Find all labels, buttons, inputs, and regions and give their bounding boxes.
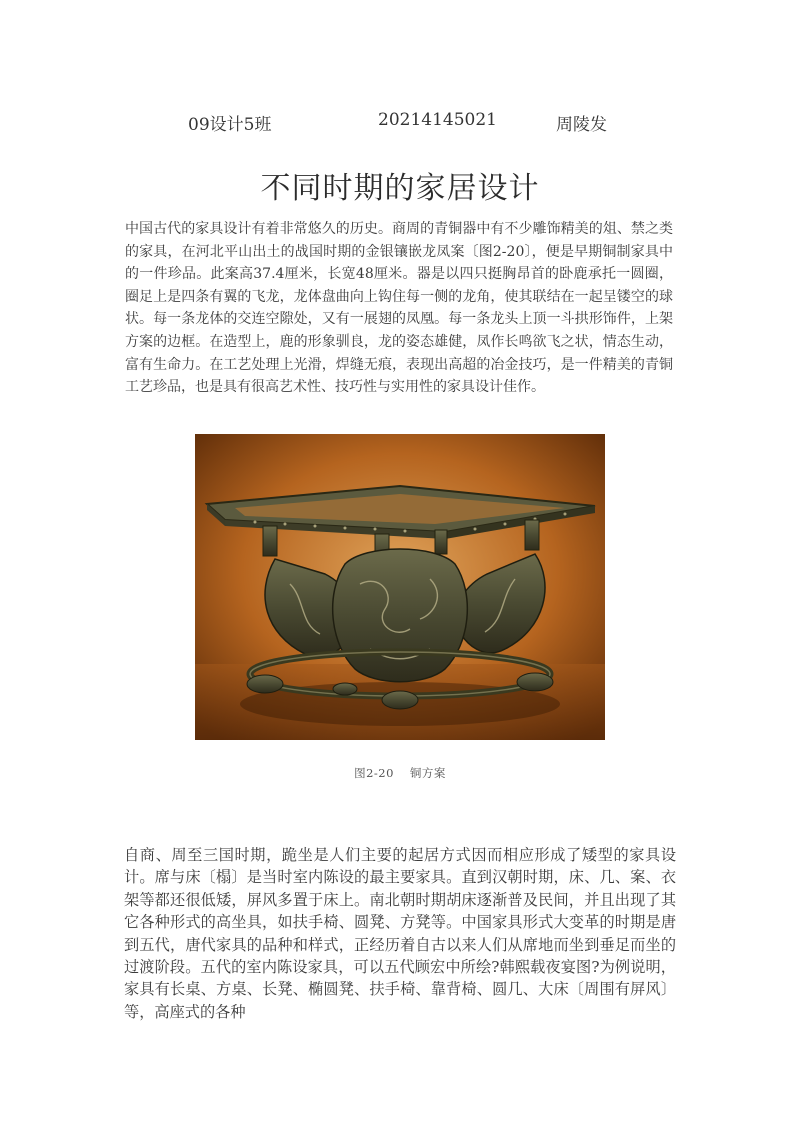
caption-number: 图2-20 <box>354 766 394 780</box>
class-name: 09设计5班 <box>188 115 272 135</box>
caption-text: 铜方案 <box>409 766 446 780</box>
student-id: 20214145021 <box>378 110 497 130</box>
document-header <box>0 110 800 140</box>
paragraph-intro: 中国古代的家具设计有着非常悠久的历史。商周的青铜器中有不少雕饰精美的俎、禁之类的家具，在河北平山出土的战国时期的金银镶嵌龙凤案〔图2-20〕，便是早期铜制家具中的一件珍品。此案高37.4厘米，长宽48厘米。器是以四只挺胸昂首的卧鹿承托一圆圈，圈足上是四条有翼的飞龙，龙体盘曲向上钩住每一侧的龙角，使其联结在一起呈镂空的球状。每一条龙体的交连空隙处，又有一展翅的凤凰。每一条龙头上顶一斗拱形饰件，上架方案的边框。在造型上，鹿的形象驯良，龙的姿态雄健，凤作长鸣欲飞之状，情态生动，富有生命力。在工艺处理上光滑，焊缝无痕，表现出高超的冶金技巧，是一件精美的青铜工艺珍品，也是具有很高艺术性、技巧性与实用性的家具设计佳作。 <box>125 221 673 396</box>
student-name: 周陵发 <box>556 115 607 135</box>
paragraph-history: 自商、周至三国时期，跪坐是人们主要的起居方式因而相应形成了矮型的家具设计。席与床〔榻〕是当时室内陈设的最主要家具。直到汉朝时期，床、几、案、衣架等都还很低矮，屏风多置于床上。南北朝时期胡床逐渐普及民间，并且出现了其它各种形式的高坐具，如扶手椅、圆凳、方凳等。中国家具形式大变革的时期是唐到五代，唐代家具的品种和样式，正经历着自古以来人们从席地而坐到垂足而坐的过渡阶段。五代的室内陈设家具，可以五代顾宏中所绘?韩熙载夜宴图?为例说明，家具有长桌、方桌、长凳、椭圆凳、扶手椅、靠背椅、圆几、大床〔周围有屏风〕等，高座式的各种 <box>124 846 676 1021</box>
figure-caption <box>0 765 800 781</box>
bronze-table-photo <box>195 434 605 740</box>
page-title: 不同时期的家居设计 <box>260 171 540 206</box>
